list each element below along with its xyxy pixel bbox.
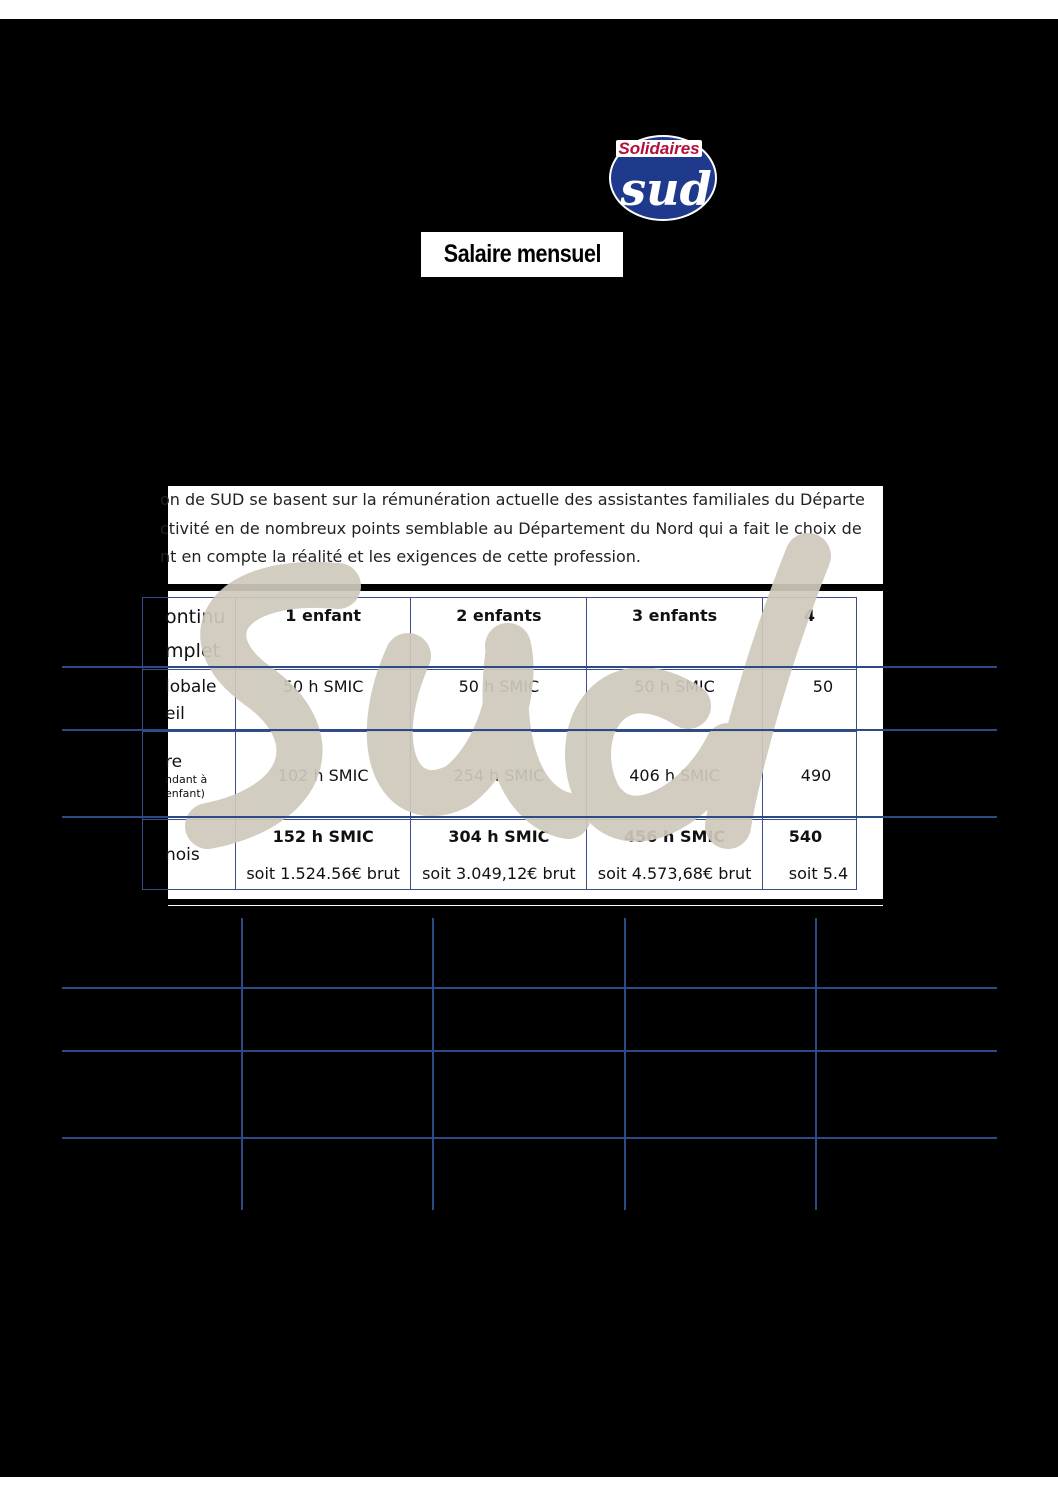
row3-cell: 152 h SMIC soit 1.524.56€ brut [235, 820, 410, 890]
table-row [143, 732, 857, 820]
header-contract-text: ontinu mplet [165, 605, 226, 662]
header-cell-contract [143, 598, 236, 670]
grid-line [62, 987, 997, 989]
row2-label: re ndant à enfant) [143, 732, 236, 820]
header-cell-1-enfant: 1 enfant [235, 598, 410, 670]
header-cell-2-enfants: 2 enfants [411, 598, 587, 670]
grid-line [62, 1137, 997, 1139]
intro-line-3: nt en compte la réalité et les exigences de cette profession. [160, 547, 641, 566]
row3-cell: 540 soit 5.4 [762, 820, 856, 890]
row1-cell: 50 h SMIC [235, 670, 410, 732]
grid-line [62, 1050, 997, 1052]
document-excerpt [160, 486, 883, 906]
row1-label: lobale eil [143, 670, 236, 732]
row3-label: nois [143, 820, 236, 890]
header-cell-3-enfants: 3 enfants [587, 598, 762, 670]
grid-line [62, 729, 997, 731]
row2-cell: 254 h SMIC [411, 732, 587, 820]
row3-cell: 456 h SMIC soit 4.573,68€ brut [587, 820, 762, 890]
page-title-text: Salaire mensuel [443, 240, 601, 268]
intro-line-1: on de SUD se basent sur la rémunération actuelle des assistantes familiales du Départe [160, 490, 865, 509]
row1-cell: 50 h SMIC [411, 670, 587, 732]
page-bottom-margin [0, 1477, 1058, 1497]
table-row [143, 670, 857, 732]
logo-sud-text: sud [620, 162, 712, 216]
grid-line [241, 918, 243, 1210]
top-rule [168, 584, 883, 591]
row2-cell: 102 h SMIC [235, 732, 410, 820]
salary-table [142, 597, 857, 890]
table-header-row [143, 598, 857, 670]
grid-line [624, 918, 626, 1210]
row2-cell: 490 [762, 732, 856, 820]
row2-cell: 406 h SMIC [587, 732, 762, 820]
solidaires-sud-logo [606, 130, 718, 222]
header-cell-4-enfants: 4 [762, 598, 856, 670]
intro-line-2: ctivité en de nombreux points semblable au Département du Nord qui a fait le choix de [160, 519, 862, 538]
logo-solidaires-text: Solidaires [618, 139, 700, 158]
page-title [421, 232, 623, 277]
bottom-rule [168, 899, 883, 905]
page-top-margin [0, 0, 1058, 19]
row1-cell: 50 [762, 670, 856, 732]
table-row [143, 820, 857, 890]
grid-line [432, 918, 434, 1210]
row3-cell: 304 h SMIC soit 3.049,12€ brut [411, 820, 587, 890]
grid-line [62, 666, 997, 668]
grid-line [815, 918, 817, 1210]
row1-cell: 50 h SMIC [587, 670, 762, 732]
grid-line [62, 816, 997, 818]
